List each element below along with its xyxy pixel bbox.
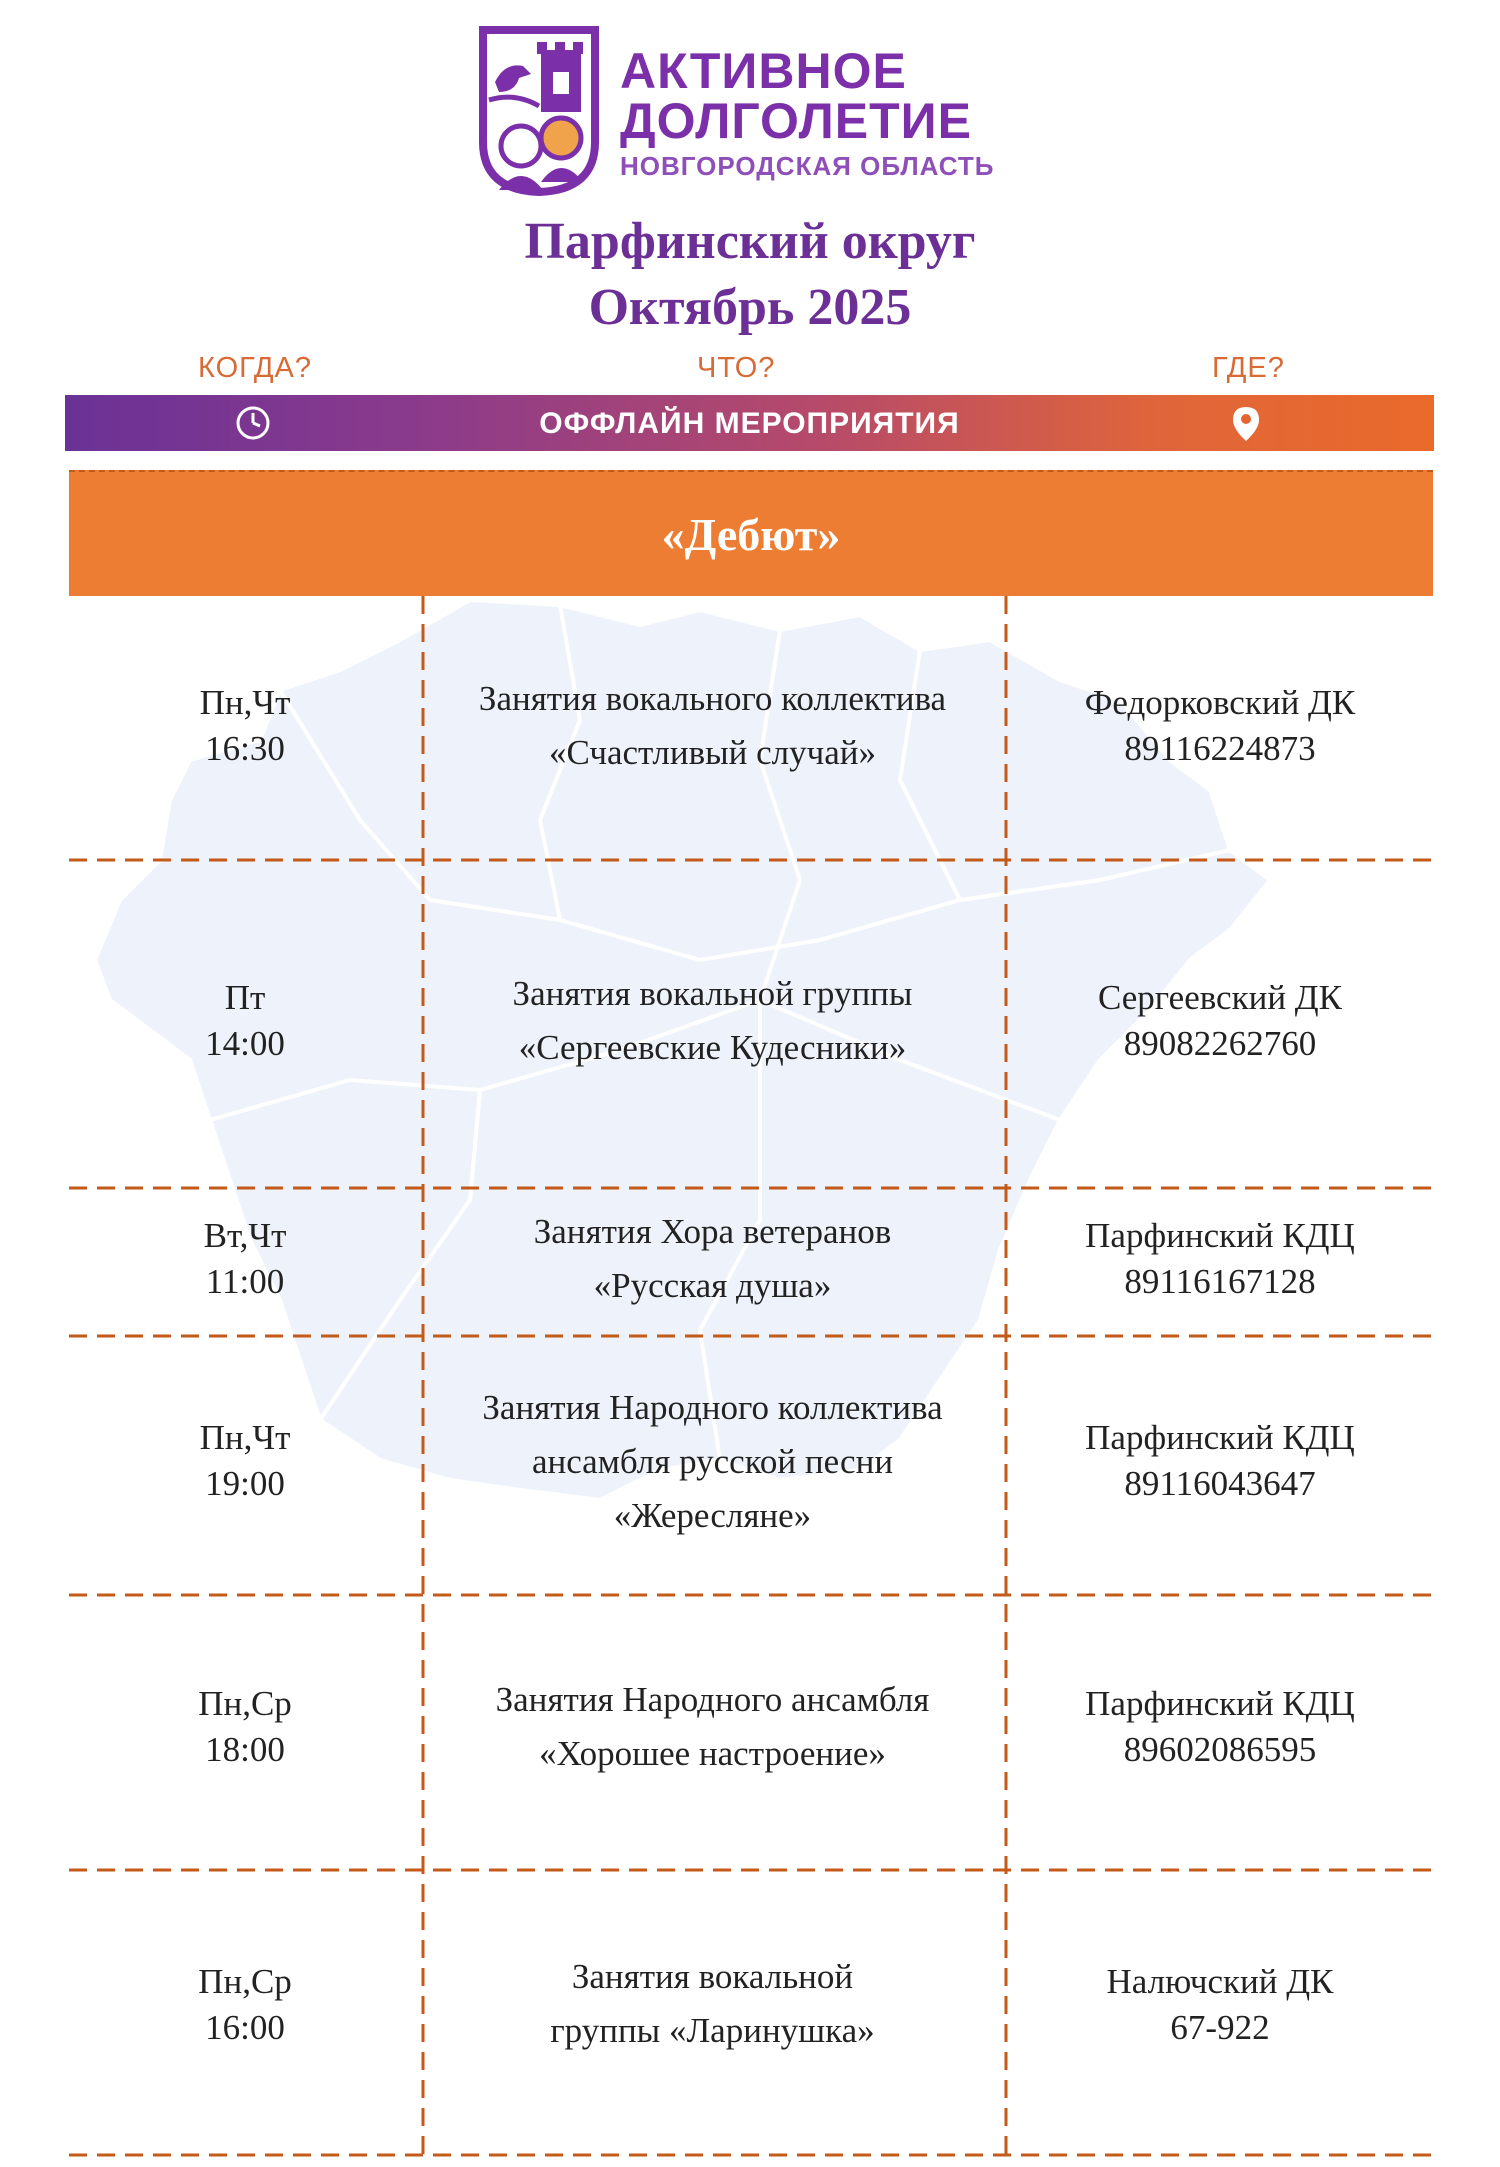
days: Пн,Ср	[198, 1962, 292, 2001]
activity-line: Занятия вокальной	[571, 1957, 854, 1996]
time: 18:00	[205, 1730, 285, 1769]
activity-line: «Сергеевские Кудесники»	[518, 1028, 907, 1067]
activity-line: «Русская душа»	[593, 1266, 832, 1305]
activity-line: ансамбля русской песни	[531, 1442, 894, 1481]
days: Пн,Чт	[199, 683, 291, 722]
time: 16:30	[205, 729, 285, 768]
table-row-5-where	[1005, 1681, 1435, 1773]
phone: 89116224873	[1124, 729, 1316, 768]
venue: Парфинский КДЦ	[1085, 1216, 1355, 1255]
activity-line: Занятия Народного коллектива	[482, 1388, 943, 1427]
venue: Федорковский ДК	[1084, 683, 1356, 722]
location-pin-icon	[1231, 405, 1261, 443]
table-row-2-what	[425, 967, 1000, 1075]
activity-line: группы «Ларинушка»	[550, 2011, 875, 2050]
venue: Парфинский КДЦ	[1085, 1418, 1355, 1457]
column-label-what: ЧТО?	[697, 352, 776, 384]
table-row-3-where	[1005, 1213, 1435, 1305]
table-row-6-when	[95, 1959, 395, 2051]
time: 19:00	[205, 1464, 285, 1503]
phone: 89082262760	[1123, 1024, 1317, 1063]
offline-events-band	[65, 395, 1434, 451]
activity-line: Занятия вокального коллектива	[478, 679, 947, 718]
activity-line: Занятия вокальной группы	[512, 974, 913, 1013]
brand-logo	[475, 22, 1035, 202]
band-label: ОФФЛАЙН МЕРОПРИЯТИЯ	[539, 407, 960, 440]
column-label-where: ГДЕ?	[1212, 352, 1285, 384]
activity-line: Занятия Народного ансамбля	[495, 1680, 930, 1719]
logo-line-3: НОВГОРОДСКАЯ ОБЛАСТЬ	[620, 151, 995, 181]
activity-line: «Жересляне»	[613, 1496, 812, 1535]
days: Пн,Ср	[198, 1684, 292, 1723]
page-subtitle: Октябрь 2025	[588, 279, 912, 336]
venue: Налючский ДК	[1106, 1962, 1334, 2001]
days: Пт	[224, 978, 266, 1017]
phone: 89116167128	[1124, 1262, 1316, 1301]
days: Вт,Чт	[203, 1216, 287, 1255]
logo-line-1: АКТИВНОЕ	[620, 43, 907, 99]
time: 14:00	[205, 1024, 285, 1063]
table-row-1-when	[95, 680, 395, 772]
section-header	[69, 470, 1433, 596]
column-label-when: КОГДА?	[198, 352, 312, 384]
table-row-1-where	[1005, 680, 1435, 772]
phone: 89116043647	[1124, 1464, 1316, 1503]
table-row-6-what	[425, 1950, 1000, 2058]
section-title: «Дебют»	[661, 509, 841, 560]
table-row-4-when	[95, 1415, 395, 1507]
phone: 89602086595	[1123, 1730, 1317, 1769]
table-row-5-what	[425, 1673, 1000, 1781]
activity-line: «Хорошее настроение»	[539, 1734, 886, 1773]
table-row-4-where	[1005, 1415, 1435, 1507]
table-row-1-what	[425, 672, 1000, 780]
phone: 67-922	[1170, 2008, 1270, 2047]
table-row-5-when	[95, 1681, 395, 1773]
table-row-4-what	[425, 1381, 1000, 1543]
table-row-2-when	[95, 975, 395, 1067]
activity-line: «Счастливый случай»	[548, 733, 877, 772]
table-row-3-what	[425, 1205, 1000, 1313]
time: 11:00	[205, 1262, 285, 1301]
days: Пн,Чт	[199, 1418, 291, 1457]
activity-line: Занятия Хора ветеранов	[533, 1212, 892, 1251]
time: 16:00	[205, 2008, 285, 2047]
table-row-6-where	[1005, 1959, 1435, 2051]
logo-line-2: ДОЛГОЛЕТИЕ	[620, 93, 972, 149]
venue: Парфинский КДЦ	[1085, 1684, 1355, 1723]
table-row-3-when	[95, 1213, 395, 1305]
table-row-2-where	[1005, 975, 1435, 1067]
logo-emblem-icon	[475, 22, 605, 198]
venue: Сергеевский ДК	[1097, 978, 1343, 1017]
page-title: Парфинский округ	[524, 213, 976, 270]
